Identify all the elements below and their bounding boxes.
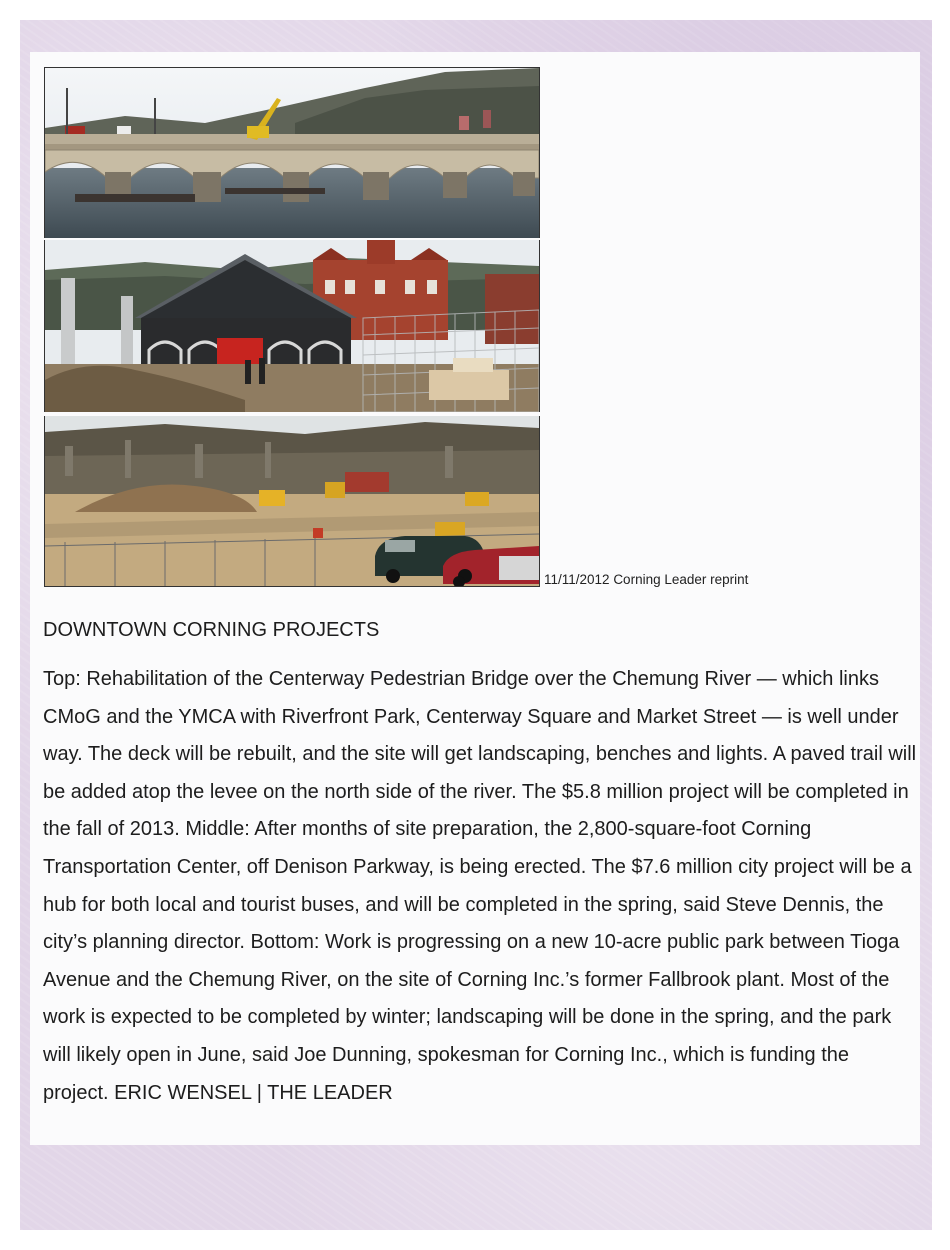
bridge-photo-image	[45, 68, 539, 238]
park-construction-photo	[44, 416, 540, 587]
photo-credit: 11/11/2012 Corning Leader reprint	[544, 572, 749, 587]
bridge-photo	[44, 67, 540, 238]
caption-text: Top: Rehabilitation of the Centerway Pedestrian Bridge over the Chemung River — which links CMoG and the YMCA with Riverfront Park, Centerway Square and Market Street — is well under way. The deck will be rebuilt, and the site will get landscaping, benches and lights. A paved trail will be added atop the levee on the north side of the river. The $5.8 million project will be completed in the fall of 2013. Middle: After months of site preparation, the 2,800-square-foot Corning Transportation Center, off Denison Parkway, is being erected. The $7.6 million city project will be a hub for both local and tourist buses, and will be completed in the spring, said Steve Dennis, the city’s planning director. Bottom: Work is progressing on a new 10-acre public park between Tioga Avenue and the Chemung River, on the site of Corning Inc.’s former Fallbrook plant. Most of the work is expected to be completed by winter; landscaping will be done in the spring, and the park will likely open in June, said Joe Dunning, spokesman for Corning Inc., which is funding the project. ERIC WENSEL | THE LEADER	[43, 668, 917, 1104]
headline: DOWNTOWN CORNING PROJECTS	[43, 619, 380, 641]
park-construction-photo-image	[45, 416, 539, 586]
transportation-center-photo-image	[45, 240, 539, 412]
transportation-center-photo	[44, 240, 540, 412]
